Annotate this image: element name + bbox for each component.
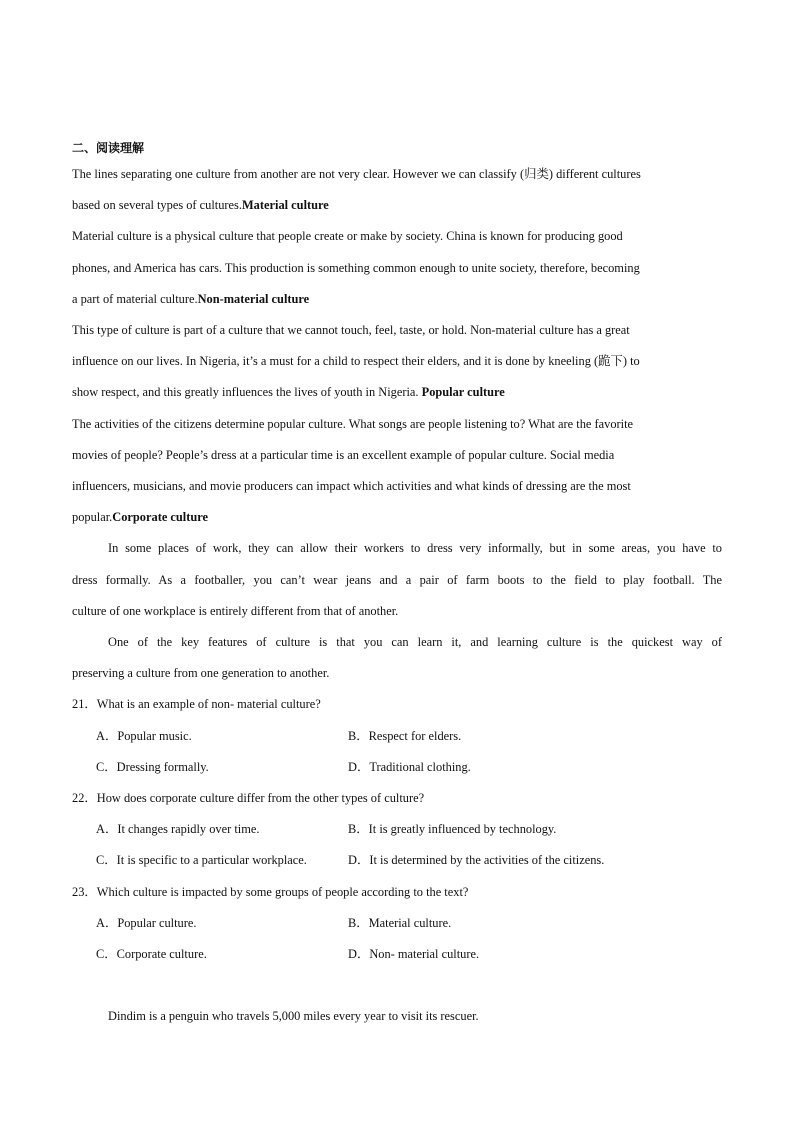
passage-line: In some places of work, they can allow their workers to dress very informally, but in some areas, you have to <box>108 541 722 555</box>
subheading-material-culture: Material culture <box>241 198 329 212</box>
question-23 <box>72 884 468 900</box>
passage-line: Material culture is a physical culture that people create or make by society. China is known for producing good <box>72 229 623 243</box>
question-text: How does corporate culture differ from the other types of culture? <box>96 791 425 805</box>
passage-text: a part of material culture. <box>72 292 198 306</box>
option-c[interactable]: C．Dressing formally. <box>96 760 209 774</box>
passage-text: popular. <box>72 510 113 524</box>
passage-line: movies of people? People’s dress at a particular time is an excellent example of popular culture. Social media <box>72 448 615 462</box>
passage-line <box>72 509 208 525</box>
passage-line: One of the key features of culture is that you can learn it, and learning culture is the quickest way of <box>108 635 722 649</box>
option-b[interactable]: B．Material culture. <box>348 916 452 930</box>
passage-line: influencers, musicians, and movie producers can impact which activities and what kinds of dressing are the most <box>72 479 631 493</box>
passage-line: The activities of the citizens determine popular culture. What songs are people listening to? What are the favorite <box>72 417 634 431</box>
question-text: Which culture is impacted by some groups of people according to the text? <box>96 885 469 899</box>
option-c[interactable]: C．It is specific to a particular workplace. <box>96 853 307 867</box>
question-21 <box>72 696 321 712</box>
subheading-non-material-culture: Non-material culture <box>197 292 310 306</box>
subheading-corporate-culture: Corporate culture <box>112 510 209 524</box>
passage-line: preserving a culture from one generation to another. <box>72 666 330 680</box>
option-b[interactable]: B．It is greatly influenced by technology. <box>348 822 557 836</box>
passage-line: culture of one workplace is entirely different from that of another. <box>72 604 399 618</box>
passage-line: The lines separating one culture from another are not very clear. However we can classify (归类) different cultures <box>72 167 641 181</box>
option-d[interactable]: D．Non- material culture. <box>348 947 480 961</box>
question-text: What is an example of non- material culture? <box>96 697 321 711</box>
option-d[interactable]: D．It is determined by the activities of the citizens. <box>348 853 605 867</box>
passage2-line: Dindim is a penguin who travels 5,000 miles every year to visit its rescuer. <box>108 1009 479 1023</box>
question-number: 23． <box>72 885 97 899</box>
option-d[interactable]: D．Traditional clothing. <box>348 760 471 774</box>
passage-line: phones, and America has cars. This production is something common enough to unite society, therefore, becoming <box>72 261 640 275</box>
passage-line: This type of culture is part of a culture that we cannot touch, feel, taste, or hold. Non-material culture has a great <box>72 323 630 337</box>
option-a[interactable]: A．It changes rapidly over time. <box>96 822 260 836</box>
passage-line <box>72 384 505 400</box>
question-22 <box>72 790 424 806</box>
option-c[interactable]: C．Corporate culture. <box>96 947 207 961</box>
passage-line: influence on our lives. In Nigeria, it’s a must for a child to respect their elders, and it is done by kneeling (跪下) to <box>72 354 640 368</box>
section-title: 二、阅读理解 <box>72 141 145 155</box>
passage-line: dress formally. As a footballer, you can’t wear jeans and a pair of farm boots to the field to play football. The <box>72 573 722 587</box>
passage-text: based on several types of cultures. <box>72 198 242 212</box>
option-a[interactable]: A．Popular music. <box>96 729 192 743</box>
subheading-popular-culture: Popular culture <box>421 385 505 399</box>
passage-text: show respect, and this greatly influences the lives of youth in Nigeria. <box>72 385 419 399</box>
passage-line <box>72 291 309 307</box>
passage-line <box>72 197 329 213</box>
option-a[interactable]: A．Popular culture. <box>96 916 197 930</box>
option-b[interactable]: B．Respect for elders. <box>348 729 462 743</box>
question-number: 21． <box>72 697 97 711</box>
question-number: 22． <box>72 791 97 805</box>
